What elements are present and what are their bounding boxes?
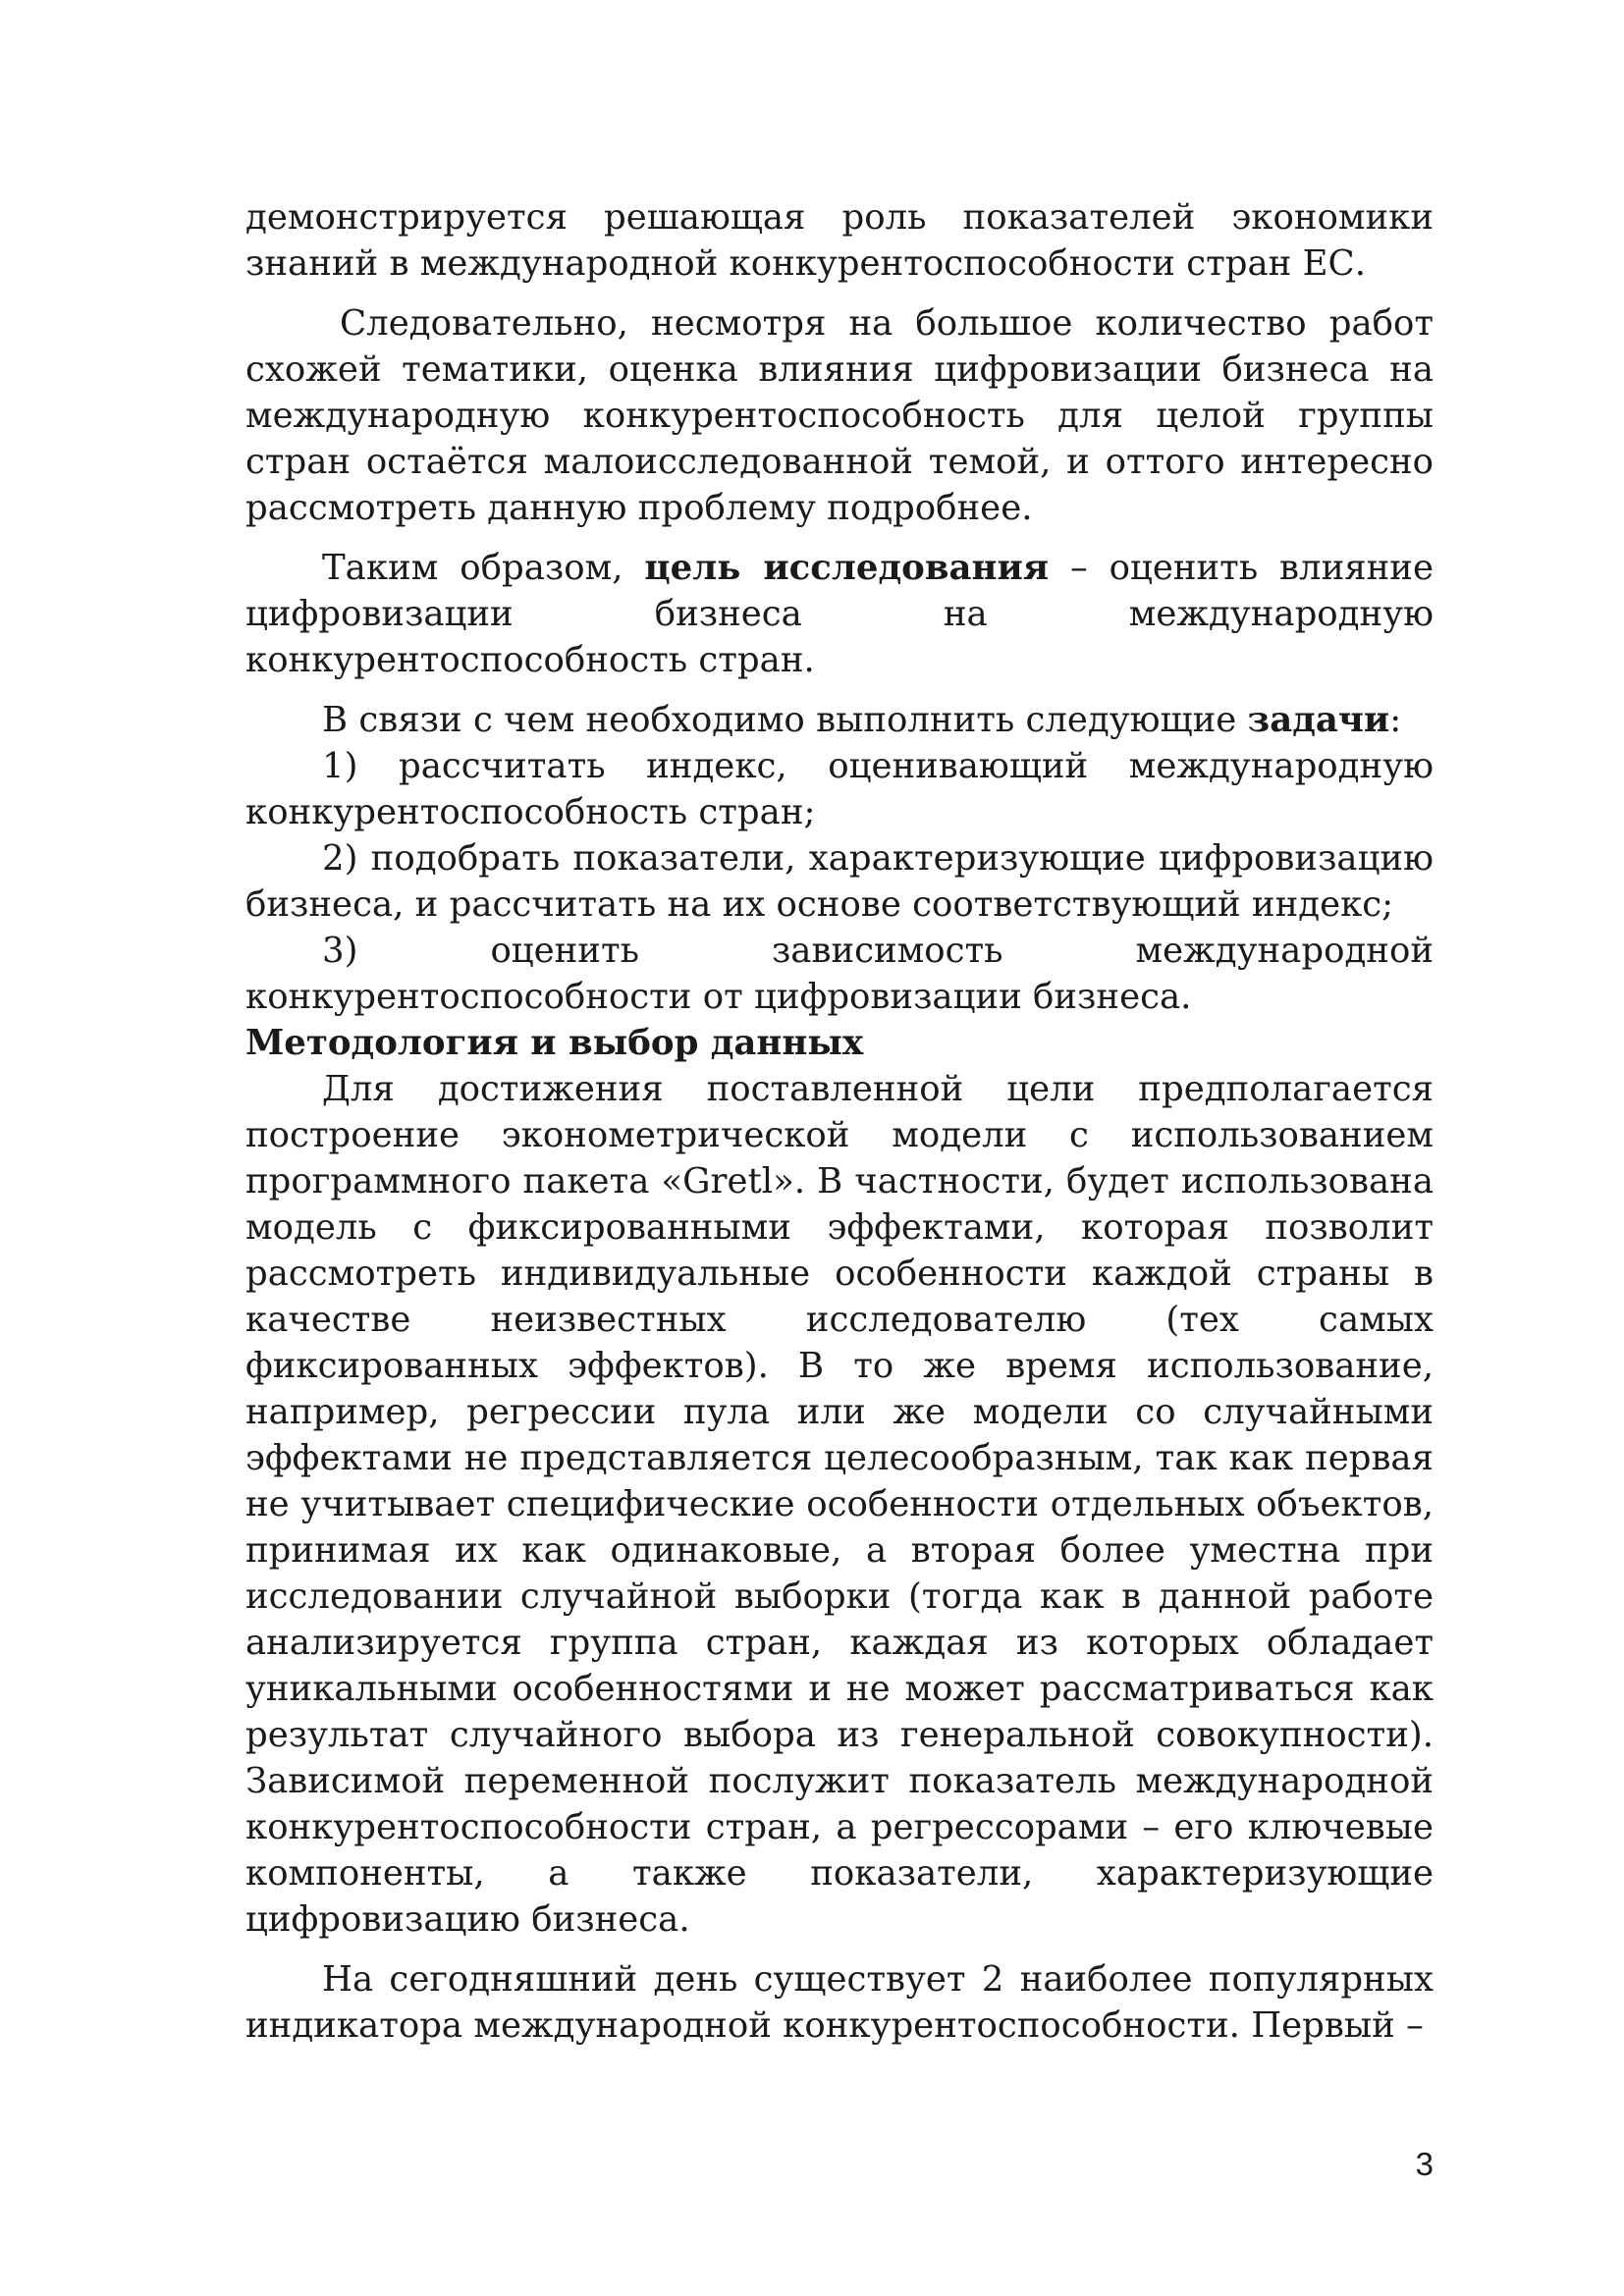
section-heading: Методология и выбор данных <box>245 1023 864 1063</box>
goal-emphasis: цель исследования <box>644 548 1050 588</box>
task-item-2: 2) подобрать показатели, характеризующие цифровизацию бизнеса, и рассчитать на их основе соответствующий индекс; <box>245 838 1434 925</box>
paragraph-research-goal <box>245 545 1434 683</box>
task-item-1: 1) рассчитать индекс, оценивающий международную конкурентоспособность стран; <box>245 746 1434 832</box>
paragraph-methodology: Для достижения поставленной цели предполагается построение эконометрической модели с использованием программного пакета «Gretl». В частности, будет использована модель с фиксированными эффектами, которая позволит рассмотреть индивидуальные особенности каждой страны в качестве неизвестных исследователю (тех самых фиксированных эффектов). В то же время использование, например, регрессии пула или же модели со случайными эффектами не представляется целесообразным, так как первая не учитывает специфические особенности отдельных объектов, принимая их как одинаковые, а вторая более уместна при исследовании случайной выборки (тогда как в данной работе анализируется группа стран, каждая из которых обладает уникальными особенностями и не может рассматриваться как результат случайного выбора из генеральной совокупности). Зависимой переменной послужит показатель международной конкурентоспособности стран, а регрессорами – его ключевые компоненты, а также показатели, характеризующие цифровизацию бизнеса. <box>245 1069 1434 1940</box>
page-body <box>245 194 1434 2049</box>
paragraph-tasks-intro <box>245 697 1434 743</box>
tasks-emphasis: задачи <box>1247 700 1390 740</box>
paragraph-intro-continuation: демонстрируется решающая роль показателей экономики знаний в международной конкурентоспособности стран ЕС. <box>245 197 1434 284</box>
tasks-text-before: В связи с чем необходимо выполнить следующие <box>322 700 1248 740</box>
paragraph-indicators: На сегодняшний день существует 2 наиболее популярных индикатора международной конкурентоспособности. Первый – <box>245 1959 1434 2046</box>
paragraph-consequently: Следовательно, несмотря на большое количество работ схожей тематики, оценка влияния цифровизации бизнеса на международную конкурентоспособность для целой группы стран остаётся малоисследованной темой, и оттого интересно рассмотреть данную проблему подробнее. <box>245 303 1434 528</box>
task-item-3: 3) оценить зависимость международной конкурентоспособности от цифровизации бизнеса. <box>245 931 1434 1017</box>
tasks-text-after: : <box>1389 700 1402 740</box>
goal-text-after: – оценить влияние цифровизации бизнеса на международную конкурентоспособность стран. <box>245 548 1434 680</box>
page-number: 3 <box>1415 2146 1434 2182</box>
goal-text-before: Таким образом, <box>322 548 645 588</box>
